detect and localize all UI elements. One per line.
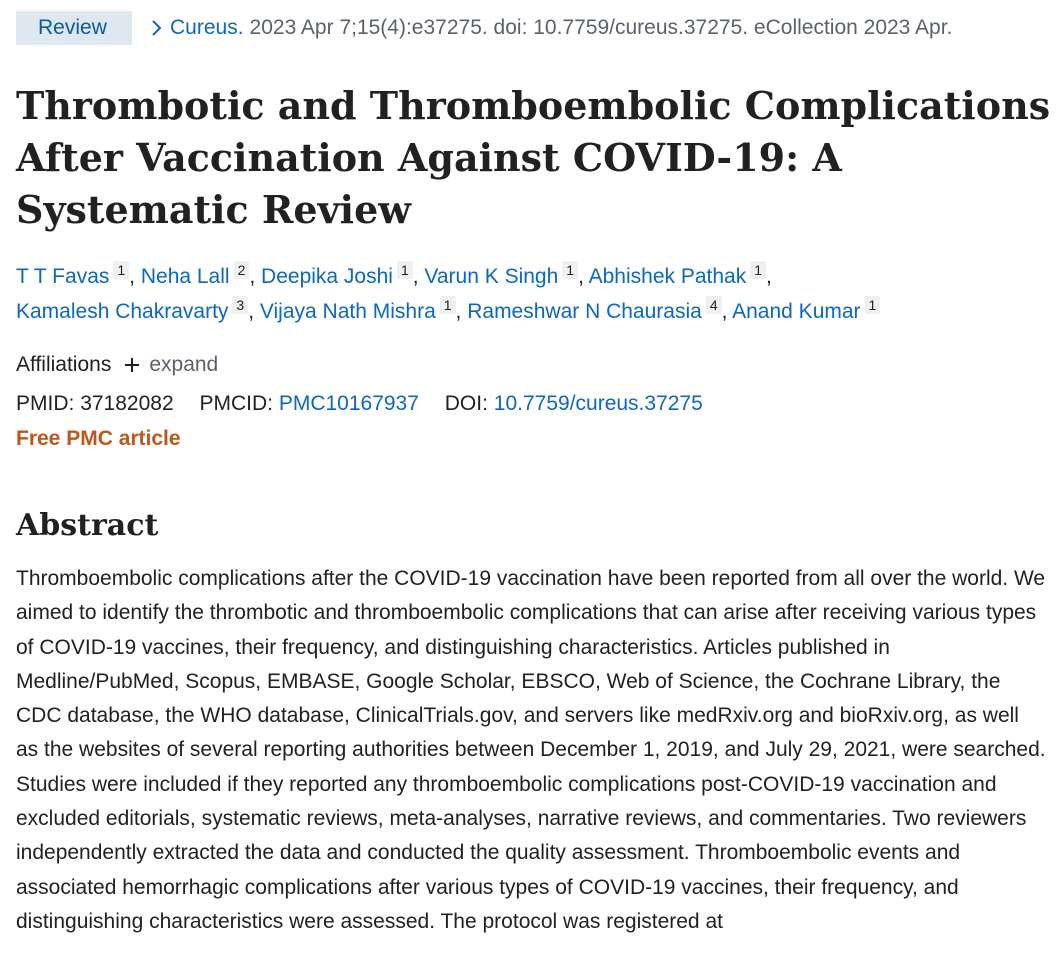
author-name-link[interactable]: Abhishek Pathak	[588, 265, 747, 288]
author-name-link[interactable]: Kamalesh Chakravarty	[16, 300, 229, 323]
author: Abhishek Pathak 1 ,	[588, 262, 772, 288]
author-name-link[interactable]: Rameshwar N Chaurasia	[467, 300, 702, 323]
affiliation-number[interactable]: 1	[397, 261, 413, 279]
affiliation-number[interactable]: 2	[234, 261, 250, 279]
affiliation-number[interactable]: 4	[706, 296, 722, 314]
affiliation-number[interactable]: 1	[440, 296, 456, 314]
chevron-right-icon	[146, 17, 168, 39]
author-name-link[interactable]: T T Favas	[16, 265, 110, 288]
author-name-link[interactable]: Deepika Joshi	[261, 265, 393, 288]
pmid-value: 37182082	[80, 392, 174, 415]
citation-row	[16, 11, 952, 45]
abstract-heading: Abstract	[16, 508, 159, 543]
author: T T Favas 1 ,	[16, 262, 141, 288]
article-title: Thrombotic and Thromboembolic Complications After Vaccination Against COVID-19: A Systematic Review	[16, 83, 1051, 232]
author-name-link[interactable]: Vijaya Nath Mishra	[259, 300, 436, 323]
affiliation-number[interactable]: 3	[232, 296, 248, 314]
affiliation-number[interactable]: 1	[562, 261, 578, 279]
abstract-text: Thromboembolic complications after the COVID-19 vaccination have been reported from all over the world. We aimed to identify the thrombotic and thromboembolic complications that can arise after receiving various types of COVID-19 vaccines, their frequency, and distinguishing characteristics. Articles published in Medline/PubMed, Scopus, EMBASE, Google Scholar, EBSCO, Web of Science, the Cochrane Library, the CDC database, the WHO database, ClinicalTrials.gov, and servers like medRxiv.org and bioRxiv.org, as well as the websites of several reporting authorities between December 1, 2019, and July 29, 2021, were searched. Studies were included if they reported any thromboembolic complications post-COVID-19 vaccination and excluded editorials, systematic reviews, meta-analyses, narrative reviews, and commentaries. Two reviewers independently extracted the data and conducted the quality assessment. Thromboembolic events and associated hemorrhagic complications after various types of COVID-19 vaccines, their frequency, and distinguishing characteristics were assessed. The protocol was registered at	[16, 567, 1046, 933]
plus-icon	[123, 356, 141, 374]
pmcid-link[interactable]: PMC10167937	[278, 392, 419, 415]
pmcid-label: PMCID:	[199, 392, 273, 415]
article-type-badge: Review	[16, 11, 132, 45]
affiliation-number[interactable]: 1	[750, 261, 766, 279]
doi-link[interactable]: 10.7759/cureus.37275	[493, 392, 703, 415]
author: Kamalesh Chakravarty 3 ,	[16, 297, 260, 323]
author-list	[16, 259, 1056, 329]
pmid-label: PMID:	[16, 392, 75, 415]
citation	[146, 16, 952, 40]
affiliations-expand-button[interactable]	[123, 353, 218, 377]
affiliations	[16, 350, 218, 380]
doi-label: DOI:	[444, 392, 488, 415]
affiliation-number[interactable]: 1	[113, 261, 129, 279]
author	[732, 297, 880, 323]
author-name-link[interactable]: Neha Lall	[140, 265, 230, 288]
author: Deepika Joshi 1 ,	[261, 262, 425, 288]
author: Neha Lall 2 ,	[140, 262, 262, 288]
author: Rameshwar N Chaurasia 4 ,	[467, 297, 733, 323]
affiliation-number[interactable]: 1	[865, 296, 881, 314]
author: Varun K Singh 1 ,	[424, 262, 589, 288]
free-pmc-article-link[interactable]: Free PMC article	[16, 427, 181, 450]
author-name-link[interactable]: Varun K Singh	[424, 265, 559, 288]
author-name-link[interactable]: Anand Kumar	[732, 300, 861, 323]
author: Vijaya Nath Mishra 1 ,	[259, 297, 468, 323]
identifiers	[16, 389, 703, 419]
expand-label: expand	[149, 353, 219, 376]
journal-link[interactable]: Cureus.	[170, 16, 244, 39]
citation-details: 2023 Apr 7;15(4):e37275. doi: 10.7759/cureus.37275. eCollection 2023 Apr.	[249, 16, 953, 39]
affiliations-label: Affiliations	[16, 353, 112, 376]
